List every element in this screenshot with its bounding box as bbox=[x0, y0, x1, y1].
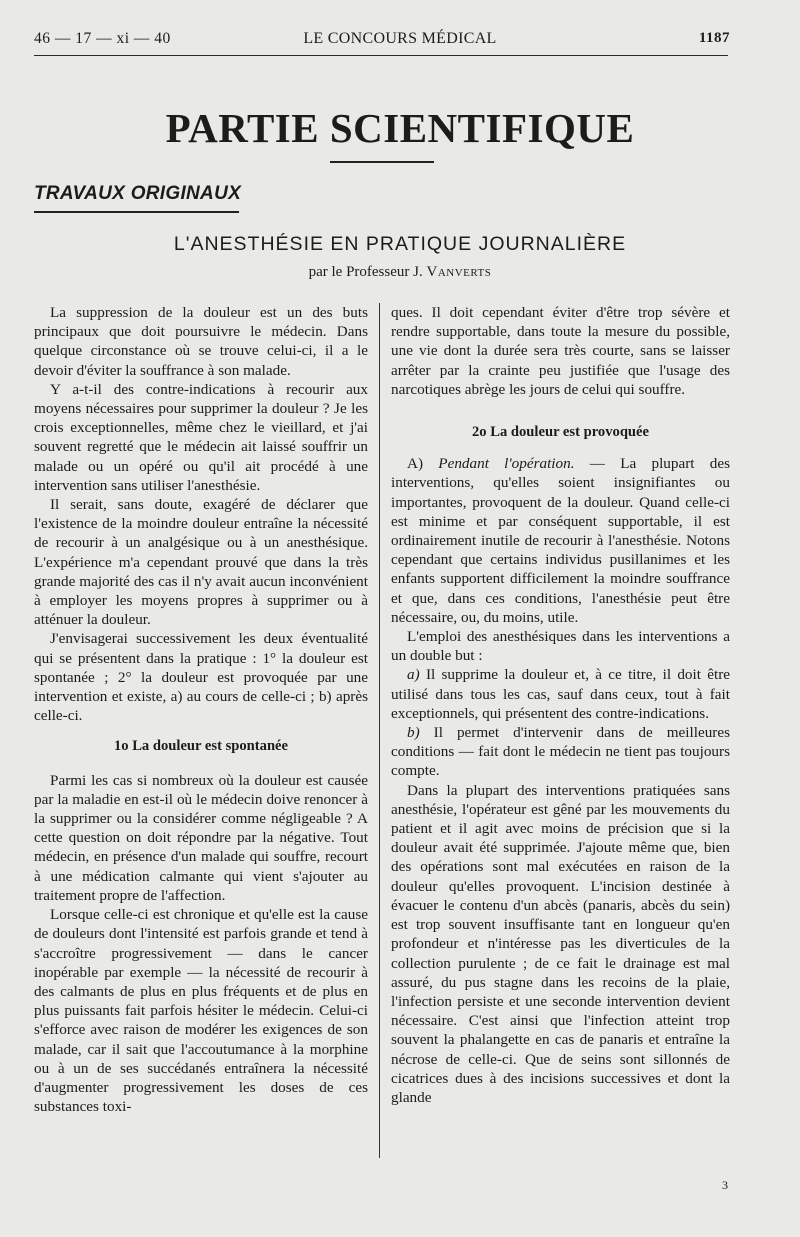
byline-prefix: par le Professeur J. bbox=[308, 264, 423, 280]
footer-page-number: 3 bbox=[722, 1178, 728, 1192]
right-column bbox=[391, 303, 730, 1107]
header-issue-date: 46 — 17 — xi — 40 bbox=[34, 30, 171, 47]
list-marker: b) bbox=[407, 724, 420, 742]
left-column bbox=[34, 303, 368, 1116]
byline-author: Vanverts bbox=[426, 264, 492, 280]
subsection-label: TRAVAUX ORIGINAUX bbox=[34, 183, 242, 204]
paragraph-text: Il supprime la douleur et, à ce titre, il doit être utilisé dans tous les cas, sauf dans ceux, tout à fait exceptionnels, qui présentent des contre-indications. bbox=[391, 666, 731, 722]
paragraph: Il serait, sans doute, exagéré de déclarer que l'existence de la moindre douleur entraîne la nécessité de recourir à un analgésique ou à un anesthésique. L'expérience m'a cependant prouvé que dans la très grande majorité des cas il n'y avait aucun inconvénient à employer les moyens propres à supprimer ou à atténuer la douleur. bbox=[34, 496, 368, 629]
paragraph: L'emploi des anesthésiques dans les interventions a un double but : bbox=[391, 628, 730, 665]
paragraph: J'envisagerai successivement les deux éventualité qui se présentent dans la pratique : 1° la douleur est spontanée ; 2° la douleur est provoquée par une intervention et existe, a) au cours de celle-ci ; b) après celle-ci. bbox=[34, 630, 368, 725]
paragraph: Dans la plupart des interventions pratiquées sans anesthésie, l'opérateur est gêné par les mouvements du patient et il agit avec moins de précision que si la douleur avait été supprimée. J'ajoute même que, bien des opérations sont mal exécutées en raison de la douleur qu'elles provoquent. L'incision destinée à évacuer le contenu d'un abcès (panaris, abcès du sein) est trop souvent insuffisante tant en longueur qu'en profondeur et n'intéresse pas les diverticules de la collection purulente ; de ce fait le drainage est mal assuré, du pus stagne dans les recoins de la plaie, l'infection persiste et une seconde intervention devient nécessaire. C'est ainsi que l'infection atteint trop souvent la phalangette en cas de panaris et entraîne la nécrose de celle-ci. Que de seins sont sillonnés de cicatrices dues à des incisions successives et dont la glande bbox=[391, 781, 730, 1106]
paragraph: Lorsque celle-ci est chronique et qu'elle est la cause de douleurs dont l'intensité est parfois grande et tend à s'accroître progressivement — dans le cancer inopérable par exemple — la nécessité de recourir à des calmants de plus en plus fréquents et de plus en plus puissants fait parfois hésiter le médecin. Celui-ci s'efforce avec raison de modérer les exigences de son malade, car il sait que l'accoutumance à la morphine ou à un de ses succédanés entraînera la nécessité d'augmenter progressivement les doses de ces substances toxi- bbox=[34, 906, 368, 1116]
paragraph: Y a-t-il des contre-indications à recourir aux moyens nécessaires pour supprimer la douleur ? Je les crois exceptionnelles, même chez le vieillard, et j'ai souvent regretté que le médecin ait laissé souffrir un malade ou un opéré ou qu'il ait procédé à une intervention sans utiliser l'anesthésie. bbox=[34, 380, 368, 494]
header-journal-name: LE CONCOURS MÉDICAL bbox=[303, 30, 497, 47]
paragraph: ques. Il doit cependant éviter d'être trop sévère et rendre supportable, dans toute la mesure du possible, une vie dont la durée sera très courte, sans se laisser arrêter par la crainte peu justifiée que l'usage des narcotiques abrège les jours de celui qui souffre. bbox=[391, 304, 730, 398]
section-title: PARTIE SCIENTIFIQUE bbox=[165, 105, 635, 151]
paragraph bbox=[391, 665, 730, 723]
article-byline bbox=[0, 264, 800, 281]
paragraph: La suppression de la douleur est un des buts principaux que doit poursuivre le médecin. Dans quelque circonstance où se trouve celui-ci, il a le devoir d'éviter la souffrance à son malade. bbox=[34, 304, 368, 379]
section-title-rule bbox=[330, 161, 434, 163]
paragraph-text: Il permet d'intervenir dans de meilleures conditions — fait dont le médecin ne tient pas toujours compte. bbox=[391, 724, 730, 780]
section-heading-provoked: 2o La douleur est provoquée bbox=[471, 424, 650, 441]
subsection-rule bbox=[34, 211, 239, 213]
paragraph bbox=[391, 454, 730, 627]
paragraph bbox=[391, 723, 730, 781]
column-divider bbox=[379, 303, 380, 1158]
italic-phrase: Pendant l'opération. bbox=[438, 455, 575, 473]
list-marker: A) bbox=[407, 455, 424, 473]
article-title: L'ANESTHÉSIE EN PRATIQUE JOURNALIÈRE bbox=[173, 233, 627, 255]
header-page-number: 1187 bbox=[698, 30, 730, 46]
paragraph: Parmi les cas si nombreux où la douleur est causée par la maladie en est-il où le médecin doive renoncer à la supprimer ou la considérer comme négligeable ? A cette question on doit répondre par la négative. Tout médecin, en présence d'un malade qui souffre, recourt à une médication calmante qui vient s'ajouter au traitement propre de l'affection. bbox=[34, 771, 368, 904]
section-heading-spontaneous: 1o La douleur est spontanée bbox=[113, 738, 289, 755]
header-rule bbox=[34, 55, 728, 56]
list-marker: a) bbox=[407, 666, 420, 684]
paragraph-text: — La plupart des interventions, qu'elles soient insignifiantes ou importantes, provoquent de la douleur. Quand celle-ci est minime et par conséquent supportable, il est ordinairement inutile de recourir à l'anesthésie. Notons cependant que certains individus pusillanimes et les enfants supportent difficilement la moindre souffrance et que, dans ces conditions, l'anesthésie peut être nécessaire, ou, du moins, utile. bbox=[391, 455, 731, 626]
